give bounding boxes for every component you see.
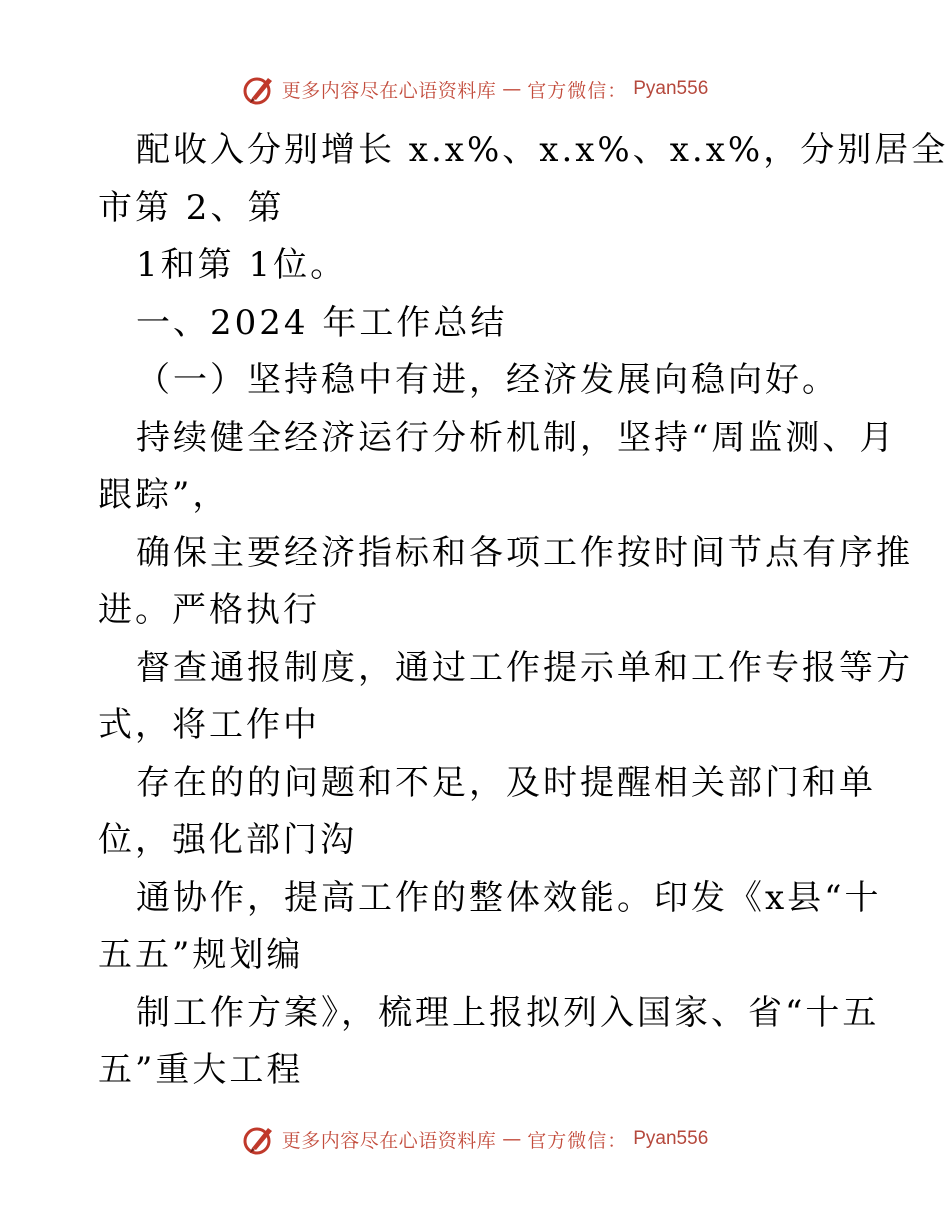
watermark-dash: — (502, 78, 522, 100)
text-line: 一、2024 年工作总结 (136, 302, 508, 343)
watermark-prefix: 更多内容尽在心语资料库 (281, 79, 497, 102)
feather-pen-logo-icon (242, 72, 276, 106)
document-body (98, 122, 949, 1100)
text-line: 持续健全经济运行分析机制，坚持“周监测、月 (136, 417, 897, 458)
text-line: 1和第 1位。 (136, 245, 348, 285)
text-line: 配收入分别增长 x.x%、x.x%、x.x%，分别居全 (136, 130, 949, 170)
watermark-banner-bottom (0, 1122, 950, 1156)
text-line: （一）坚持稳中有进，经济发展向稳向好。 (136, 360, 839, 400)
watermark-prefix: 更多内容尽在心语资料库 (281, 1129, 497, 1152)
watermark-wechat-id: Pyan556 (633, 1128, 709, 1149)
text-line: 制工作方案》，梳理上报拟列入国家、省“十五 (136, 992, 880, 1033)
watermark-banner-top (0, 72, 950, 106)
watermark-wechat-label: 官方微信： (527, 79, 628, 102)
watermark-dash: — (502, 1128, 522, 1150)
watermark-wechat-id: Pyan556 (633, 78, 709, 99)
text-line: 进。严格执行 (98, 590, 320, 630)
text-line: 存在的的问题和不足，及时提醒相关部门和单 (136, 762, 876, 803)
text-line: 五五”规划编 (98, 935, 304, 975)
text-line: 式，将工作中 (98, 705, 320, 745)
feather-pen-logo-icon (242, 1122, 276, 1156)
text-line: 确保主要经济指标和各项工作按时间节点有序推 (136, 532, 913, 573)
text-line: 通协作，提高工作的整体效能。印发《x县“十 (136, 877, 882, 918)
text-line: 市第 2、第 (98, 187, 285, 228)
text-line: 跟踪”， (98, 475, 230, 515)
watermark-wechat-label: 官方微信： (527, 1129, 628, 1152)
text-line: 五”重大工程 (98, 1050, 304, 1090)
text-line: 位，强化部门沟 (98, 820, 357, 860)
text-line: 督查通报制度，通过工作提示单和工作专报等方 (136, 647, 913, 688)
